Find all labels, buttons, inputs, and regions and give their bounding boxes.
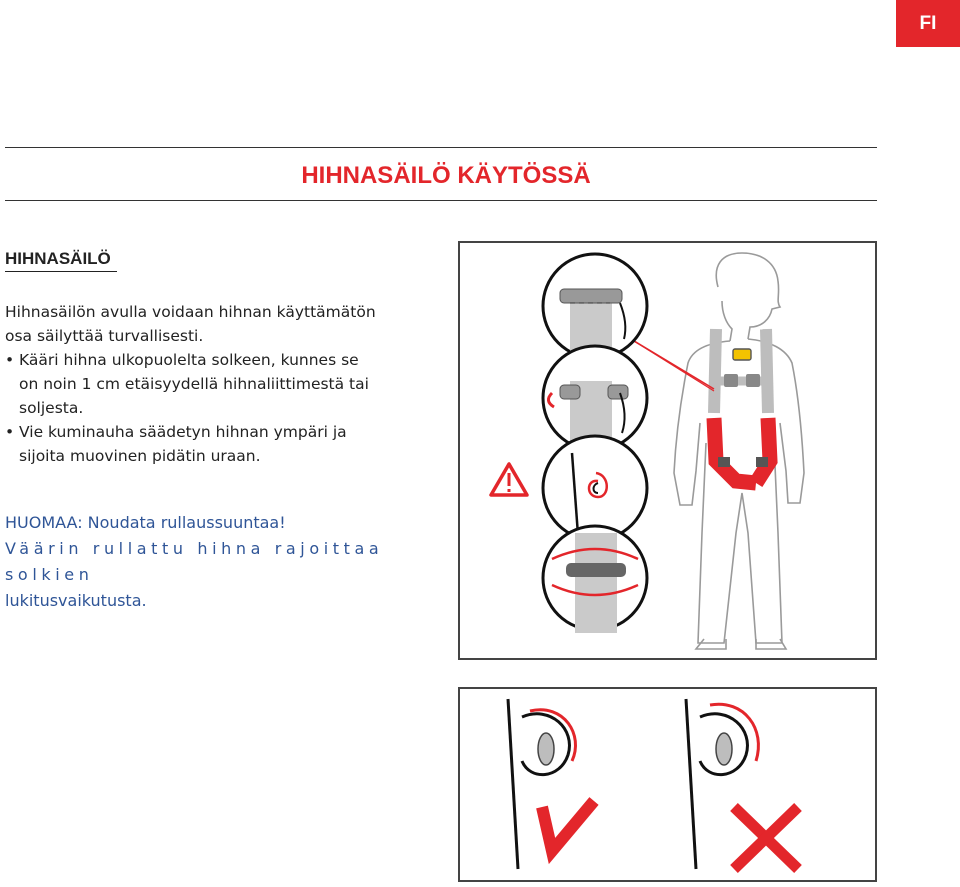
bullet-item-2 [5,420,445,468]
detail-circle-4 [543,526,647,633]
incorrect-rolling-example [686,699,798,869]
rolling-direction-svg [460,689,875,880]
bullet-line: Kääri hihna ulkopuolelta solkeen, kunnes se [19,351,359,369]
bullet-line: Vie kuminauha säädetyn hihnan ympäri ja [19,423,347,441]
bullet-dot: • [5,423,15,441]
page-title: HIHNASÄILÖ KÄYTÖSSÄ [301,162,591,189]
instructions [5,300,445,468]
correct-rolling-example [508,699,594,869]
note [5,510,455,614]
bullet-item-1 [5,348,445,420]
language-tab[interactable]: FI [896,0,960,47]
harness-illustration-svg [460,243,875,658]
detail-circle-2 [543,346,647,450]
harness-illustration [458,241,877,660]
cross-mark-icon [734,807,798,869]
harness [714,329,770,483]
title-rule-top [5,147,877,148]
bullet-line: sijoita muovinen pidätin uraan. [19,447,261,465]
warning-triangle-icon [491,464,527,495]
intro-line: osa säilyttää turvallisesti. [5,327,204,345]
person-outline [674,253,804,649]
note-line: Väärin rullattu hihna rajoittaa solkien [5,539,384,584]
title-rule-bottom [5,200,877,201]
intro-line: Hihnasäilön avulla voidaan hihnan käyttämätön [5,303,376,321]
detail-circle-3 [543,436,647,540]
bullet-line: soljesta. [19,399,84,417]
rolling-direction-illustration [458,687,877,882]
note-line: HUOMAA: Noudata rullaussuuntaa! [5,513,286,532]
section-heading: HIHNASÄILÖ [5,249,117,272]
bullet-dot: • [5,351,15,369]
bullet-line: on noin 1 cm etäisyydellä hihnaliittimestä tai [19,375,369,393]
check-mark-icon [542,801,594,851]
note-line: lukitusvaikutusta. [5,591,147,610]
detail-circle-1 [543,254,647,358]
